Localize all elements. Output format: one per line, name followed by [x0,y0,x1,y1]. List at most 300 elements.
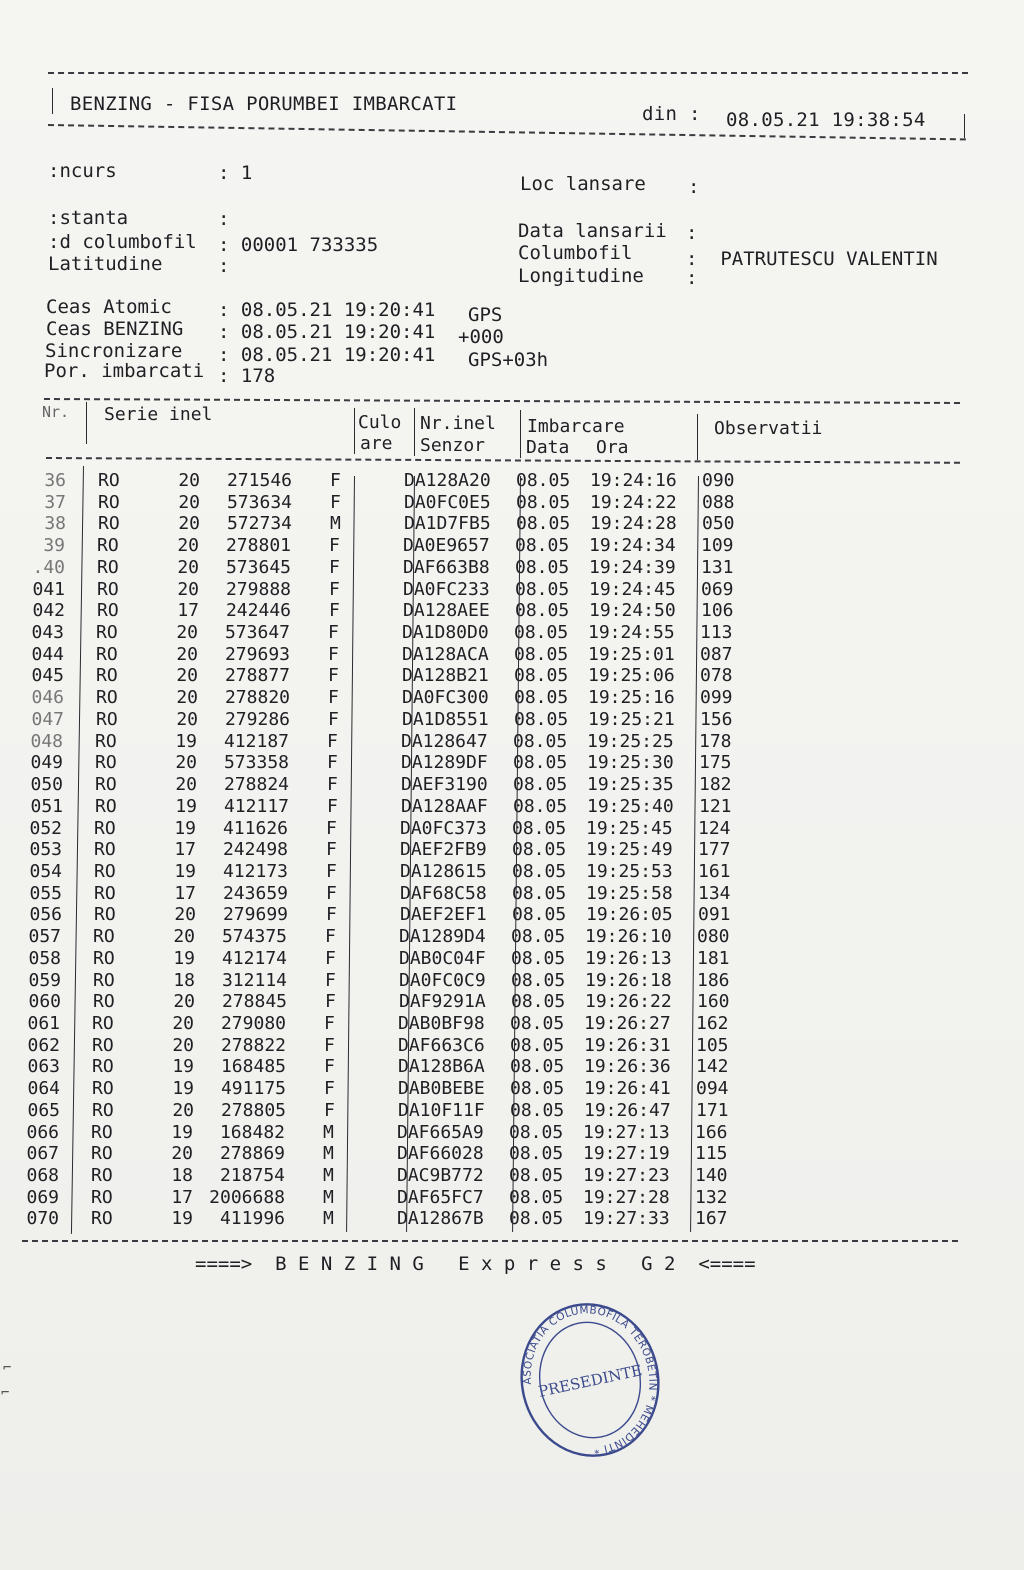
row-sex: F [326,839,337,861]
info-value: : [218,255,230,277]
row-observatii: 131 [701,556,734,578]
row-observatii: 160 [697,991,730,1013]
row-ring: 279693 [224,643,290,665]
row-sensor: DAEF3190 [401,774,488,796]
row-time: 19:25:06 [588,665,675,687]
row-date: 08.05 [513,774,568,796]
row-date: 08.05 [514,622,569,644]
row-year: 19 [174,817,196,839]
row-observatii: 106 [701,600,734,622]
row-year: 19 [175,730,197,752]
row-number: .40 [32,556,65,578]
row-country: RO [96,643,118,665]
row-number: 066 [26,1121,59,1143]
row-date: 08.05 [514,708,569,730]
row-sex: F [330,470,341,491]
row-sex: F [326,904,337,926]
row-observatii: 087 [700,643,733,665]
row-time: 19:24:45 [589,578,676,600]
row-number: 069 [26,1186,59,1208]
row-year: 20 [177,556,199,578]
info-label: Loc lansare [520,173,646,195]
row-year: 20 [178,470,200,491]
row-ring: 491175 [220,1078,286,1100]
row-time: 19:26:22 [585,991,672,1013]
row-ring: 412117 [223,795,289,817]
stamp-ring-text: ASOCIATIA COLUMBOFILA TEROBETIN * MEHEDINTI * [521,1304,659,1456]
row-observatii: 080 [697,926,730,948]
info-value: : [218,208,230,230]
association-stamp [517,1300,663,1460]
row-year: 20 [177,578,199,600]
row-ring: 218754 [219,1165,285,1187]
clock-value: : 08.05.21 19:20:41 [218,299,436,321]
row-sensor: DAC9B772 [397,1165,484,1187]
row-date: 08.05 [516,513,571,535]
row-ring: 271546 [226,470,292,491]
row-year: 19 [171,1121,193,1143]
row-sensor: DA1289D4 [399,926,486,948]
row-year: 19 [173,947,195,969]
row-observatii: 099 [700,687,733,709]
row-sensor: DA10F11F [398,1099,485,1121]
row-sex: F [328,665,339,687]
col-header-ora: Ora [596,437,629,458]
row-observatii: 090 [702,470,735,491]
row-ring: 278845 [221,991,287,1013]
row-ring: 572734 [226,513,292,535]
row-time: 19:24:22 [590,491,677,513]
row-date: 08.05 [509,1186,564,1208]
header-left-bar [52,88,53,114]
row-country: RO [91,1186,113,1208]
row-time: 19:27:33 [583,1208,670,1230]
clock-value: : 08.05.21 19:20:41 [218,344,436,366]
row-ring: 412174 [221,947,287,969]
row-observatii: 124 [698,817,731,839]
row-time: 19:27:28 [583,1186,670,1208]
row-country: RO [92,1056,114,1078]
table-row [0,774,1024,796]
row-country: RO [93,969,115,991]
row-time: 19:25:01 [588,643,675,665]
row-ring: 278801 [225,535,291,557]
top-rule [48,72,968,74]
row-country: RO [93,947,115,969]
row-year: 17 [174,839,196,861]
stamp-center-text: PRESEDINTE [536,1361,644,1401]
row-number: 058 [28,947,61,969]
table-row [0,818,1024,840]
table-row [0,513,1024,535]
row-ring: 574375 [221,926,287,948]
row-date: 08.05 [511,969,566,991]
row-sex: F [324,1099,335,1121]
row-country: RO [93,991,115,1013]
row-date: 08.05 [513,752,568,774]
row-country: RO [94,882,116,904]
row-number: 38 [44,513,66,535]
row-sex: M [323,1121,334,1143]
row-sensor: DA128B21 [402,665,489,687]
row-time: 19:25:53 [586,860,673,882]
table-row [0,883,1024,905]
row-time: 19:26:41 [584,1078,671,1100]
row-number: 046 [31,687,64,709]
clock-value: : 08.05.21 19:20:41 [218,321,436,343]
table-row [0,622,1024,644]
table-row [0,991,1024,1013]
row-ring: 278869 [219,1143,285,1165]
info-label: :stanta [48,207,129,229]
row-sex: F [328,622,339,644]
row-number: 043 [31,622,64,644]
row-time: 19:26:36 [584,1056,671,1078]
row-time: 19:27:13 [583,1121,670,1143]
row-time: 19:24:39 [589,556,676,578]
row-observatii: 178 [699,730,732,752]
row-time: 19:25:16 [588,687,675,709]
row-date: 08.05 [512,904,567,926]
info-value: : [686,222,698,244]
col-header-culoare-2: are [360,433,393,454]
row-sensor: DAB0C04F [399,947,486,969]
row-sensor: DA1D8551 [402,708,489,730]
row-ring: 278822 [220,1034,286,1056]
row-ring: 279888 [225,578,291,600]
row-date: 08.05 [513,795,568,817]
info-label: Latitudine [48,253,163,275]
row-sex: F [325,947,336,969]
row-year: 17 [177,600,199,622]
row-ring: 168482 [219,1121,285,1143]
row-sex: F [325,926,336,948]
row-ring: 573358 [223,752,289,774]
row-date: 08.05 [514,665,569,687]
header-right-bar [964,114,965,138]
row-number: 041 [32,578,65,600]
row-ring: 573647 [224,622,290,644]
row-sensor: DAF663C6 [398,1034,485,1056]
row-year: 20 [176,687,198,709]
row-ring: 168485 [220,1056,286,1078]
row-sex: M [323,1143,334,1165]
row-sex: M [323,1165,334,1187]
row-number: 045 [31,665,64,687]
row-sex: F [329,535,340,557]
table-row [0,579,1024,601]
row-sex: M [330,513,341,535]
row-country: RO [94,860,116,882]
row-time: 19:25:45 [586,817,673,839]
row-number: 061 [27,1013,60,1034]
row-date: 08.05 [511,926,566,948]
row-country: RO [91,1121,113,1143]
row-country: RO [92,1099,114,1121]
row-ring: 242498 [222,839,288,861]
row-ring: 279699 [222,904,288,926]
col-divider [354,408,355,454]
table-row [0,492,1024,514]
row-date: 08.05 [511,991,566,1013]
row-number: 055 [29,882,62,904]
row-year: 18 [171,1165,193,1187]
row-sex: M [323,1186,334,1208]
row-date: 08.05 [510,1056,565,1078]
row-year: 20 [173,991,195,1013]
row-year: 19 [172,1078,194,1100]
row-time: 19:25:21 [588,708,675,730]
row-date: 08.05 [515,535,570,557]
clock-label: Por. imbarcati [44,360,205,382]
row-date: 08.05 [512,860,567,882]
row-country: RO [96,687,118,709]
row-date: 08.05 [512,839,567,861]
row-year: 20 [178,491,200,513]
row-number: 067 [26,1143,59,1165]
row-ring: 242446 [225,600,291,622]
row-observatii: 069 [701,578,734,600]
row-number: 059 [28,969,61,991]
row-number: 047 [31,708,64,730]
row-sensor: DA1D7FB5 [404,513,491,535]
row-country: RO [97,600,119,622]
col-header-serie: Serie inel [104,404,213,425]
col-header-imbarcare: Imbarcare [527,416,625,437]
row-sex: F [327,795,338,817]
table-row [0,557,1024,579]
row-sensor: DAF9291A [399,991,486,1013]
row-sensor: DA0FC300 [402,687,489,709]
row-country: RO [96,708,118,730]
col-header-observatii: Observatii [714,418,823,439]
row-ring: 278824 [223,774,289,796]
row-sensor: DAF65FC7 [397,1186,484,1208]
col-divider [414,408,415,456]
row-ring: 279080 [220,1013,286,1034]
row-ring: 312114 [221,969,287,991]
row-date: 08.05 [515,600,570,622]
row-year: 19 [174,860,196,882]
row-sensor: DA1289DF [401,752,488,774]
row-number: 060 [28,991,61,1013]
info-value: : [688,176,700,198]
row-sex: F [324,1034,335,1056]
col-header-data: Data [526,437,570,458]
row-time: 19:25:35 [587,774,674,796]
row-country: RO [92,1078,114,1100]
row-country: RO [95,774,117,796]
table-row [0,1100,1024,1122]
report-timestamp: 08.05.21 19:38:54 [726,109,926,131]
table-row [0,687,1024,709]
table-row [0,796,1024,818]
row-country: RO [94,904,116,926]
clock-label: Ceas Atomic [46,296,172,318]
row-date: 08.05 [512,817,567,839]
row-observatii: 182 [699,774,732,796]
row-number: 044 [31,643,64,665]
row-year: 20 [174,904,196,926]
row-observatii: 088 [702,491,735,513]
row-country: RO [97,578,119,600]
row-sensor: DA128A20 [404,470,491,491]
row-year: 20 [177,535,199,557]
row-date: 08.05 [516,491,571,513]
row-time: 19:27:23 [583,1165,670,1187]
row-observatii: 166 [695,1121,728,1143]
row-sensor: DA128B6A [398,1056,485,1078]
row-country: RO [92,1013,114,1034]
row-year: 19 [175,795,197,817]
row-number: 042 [32,600,65,622]
row-observatii: 142 [696,1056,729,1078]
row-time: 19:26:13 [585,947,672,969]
row-observatii: 167 [695,1208,728,1230]
clock-value: : 178 [218,365,276,387]
table-row [0,1013,1024,1035]
row-number: 39 [43,535,65,557]
col-header-culoare-1: Culo [358,412,402,433]
col-divider [697,414,698,460]
row-sensor: DA128AAF [401,795,488,817]
row-country: RO [97,535,119,557]
row-observatii: 162 [696,1013,729,1034]
row-sensor: DA12867B [397,1208,484,1230]
row-country: RO [96,665,118,687]
row-date: 08.05 [511,947,566,969]
row-sensor: DAF66028 [397,1143,484,1165]
clock-extra: GPS+03h [468,349,549,371]
table-row [0,470,1024,492]
col-divider [520,410,521,458]
row-year: 20 [176,708,198,730]
row-country: RO [98,513,120,535]
info-value: : PATRUTESCU VALENTIN [686,248,938,270]
row-observatii: 171 [696,1099,729,1121]
footer-banner: ====> B E N Z I N G E x p r e s s G 2 <==== [195,1253,756,1275]
row-sensor: DAEF2FB9 [400,839,487,861]
row-sex: F [327,774,338,796]
row-ring: 412187 [223,730,289,752]
row-observatii: 181 [697,947,730,969]
table-row [0,1122,1024,1144]
row-sex: F [328,643,339,665]
row-sex: F [330,491,341,513]
row-sex: F [324,1078,335,1100]
table-row [0,1035,1024,1057]
clock-label: Sincronizare [45,340,183,362]
row-date: 08.05 [510,1078,565,1100]
row-sensor: DA1D80D0 [402,622,489,644]
table-row [0,970,1024,992]
clock-extra: GPS [468,304,503,326]
row-number: 051 [30,795,63,817]
row-sensor: DA128647 [401,730,488,752]
row-sex: M [323,1208,334,1230]
row-year: 17 [171,1186,193,1208]
row-time: 19:24:55 [588,622,675,644]
row-country: RO [95,730,117,752]
row-year: 20 [172,1034,194,1056]
row-date: 08.05 [509,1121,564,1143]
row-ring: 573645 [225,556,291,578]
table-row [0,948,1024,970]
row-number: 054 [29,860,62,882]
table-row [0,535,1024,557]
col-header-nr: Nr. [42,403,70,421]
info-label: Data lansarii [518,220,667,242]
row-number: 049 [30,752,63,774]
row-time: 19:26:27 [584,1013,671,1034]
row-observatii: 175 [699,752,732,774]
row-sex: F [329,578,340,600]
row-sex: F [326,860,337,882]
row-observatii: 134 [698,882,731,904]
info-value: : 00001 733335 [218,234,379,256]
row-sensor: DA0FC0C9 [399,969,486,991]
row-date: 08.05 [510,1034,565,1056]
row-sensor: DAF665A9 [397,1121,484,1143]
row-sex: F [328,687,339,709]
table-row [0,752,1024,774]
row-date: 08.05 [512,882,567,904]
row-sex: F [328,708,339,730]
table-bottom-rule [22,1240,958,1242]
row-observatii: 132 [695,1186,728,1208]
row-number: 050 [30,774,63,796]
table-row [0,1056,1024,1078]
row-sensor: DA0FC233 [403,578,490,600]
row-observatii: 078 [700,665,733,687]
row-observatii: 050 [702,513,735,535]
row-date: 08.05 [514,687,569,709]
row-ring: 573634 [226,491,292,513]
row-country: RO [95,795,117,817]
table-header-rule [46,457,960,464]
row-date: 08.05 [510,1099,565,1121]
row-ring: 411996 [219,1208,285,1230]
row-date: 08.05 [513,730,568,752]
info-value: : 1 [218,162,253,184]
info-label: Longitudine [518,265,644,287]
row-observatii: 113 [700,622,733,644]
table-row [0,600,1024,622]
row-time: 19:25:58 [586,882,673,904]
row-sex: F [326,817,337,839]
row-year: 20 [178,513,200,535]
row-number: 37 [44,491,66,513]
row-sensor: DA0FC373 [400,817,487,839]
row-observatii: 094 [696,1078,729,1100]
row-time: 19:25:30 [587,752,674,774]
table-row [0,731,1024,753]
row-number: 048 [30,730,63,752]
info-label: :d columbofil [48,231,197,253]
row-sex: F [327,752,338,774]
row-date: 08.05 [509,1143,564,1165]
row-country: RO [94,839,116,861]
row-number: 062 [27,1034,60,1056]
row-ring: 243659 [222,882,288,904]
row-sex: F [325,969,336,991]
row-observatii: 177 [698,839,731,861]
row-date: 08.05 [514,643,569,665]
row-date: 08.05 [515,556,570,578]
row-sex: F [329,556,340,578]
row-year: 19 [171,1208,193,1230]
row-number: 057 [28,926,61,948]
